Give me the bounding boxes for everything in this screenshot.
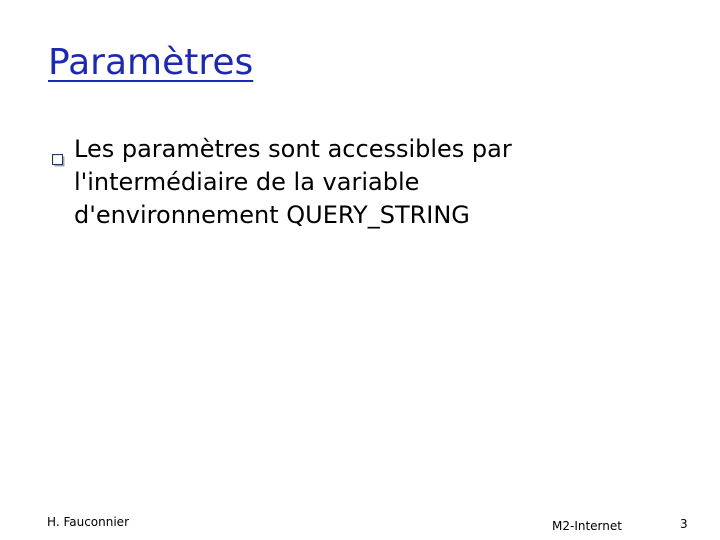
bullet-line: d'environnement QUERY_STRING xyxy=(74,201,470,229)
bullet-text xyxy=(74,133,612,232)
bullet-item xyxy=(52,133,612,232)
footer-course: M2-Internet xyxy=(552,519,622,533)
bullet-line: Les paramètres sont accessibles par xyxy=(74,135,512,163)
slide-title: Paramètres xyxy=(48,42,254,83)
page-number: 3 xyxy=(680,517,688,531)
footer-author: H. Fauconnier xyxy=(47,515,130,529)
bullet-line: l'intermédiaire de la variable xyxy=(74,168,420,196)
checkbox-bullet-icon xyxy=(52,143,65,156)
bullet-list xyxy=(52,133,612,232)
